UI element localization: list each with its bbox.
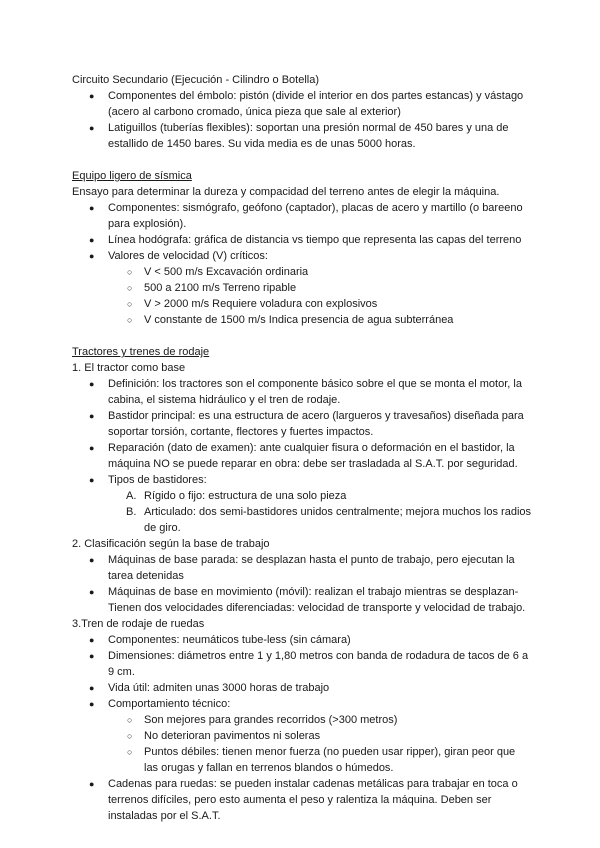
bullet-icon: ● xyxy=(89,443,95,453)
behaviour-sublist xyxy=(72,712,532,776)
bullet-icon: ● xyxy=(89,411,95,421)
bullet-icon: ● xyxy=(89,555,95,565)
velocity-sublist xyxy=(72,264,532,328)
clasificacion-list xyxy=(72,552,532,616)
list-item: ● Línea hodógrafa: gráfica de distancia vs tiempo que representa las capas del terreno xyxy=(89,234,522,246)
bastidor-types-list xyxy=(72,488,532,536)
list-item: ○ Son mejores para grandes recorridos (>300 metros) xyxy=(127,714,398,726)
circle-bullet-icon: ○ xyxy=(127,283,133,293)
document-page xyxy=(72,72,532,824)
bullet-icon: ● xyxy=(89,91,95,101)
list-item: ○ 500 a 2100 m/s Terreno ripable xyxy=(127,282,297,294)
bullet-icon: ● xyxy=(89,587,95,597)
list-item: ○ Puntos débiles: tienen menor fuerza (no pueden usar ripper), giran peor que las orugas y fallan en terrenos blandos o húmedos. xyxy=(127,746,516,774)
bullet-icon: ● xyxy=(89,203,95,213)
list-item: ● Valores de velocidad (V) críticos: xyxy=(89,250,268,262)
tractor-list xyxy=(72,376,532,488)
list-item: ● Máquinas de base parada: se desplazan hasta el punto de trabajo, pero ejecutan la tarea detenidas xyxy=(89,554,515,582)
circle-bullet-icon: ○ xyxy=(127,731,133,741)
bullet-icon: ● xyxy=(89,475,95,485)
list-item: ● Dimensiones: diámetros entre 1 y 1,80 metros con banda de rodadura de tacos de 6 a 9 cm. xyxy=(89,650,529,678)
list-item: ● Comportamiento técnico: xyxy=(89,698,231,710)
list-item: B. Articulado: dos semi-bastidores unidos centralmente; mejora muchos los radios de giro. xyxy=(126,506,532,534)
circle-bullet-icon: ○ xyxy=(127,715,133,725)
bullet-icon: ● xyxy=(89,635,95,645)
subsection-title-tractor-base: 1. El tractor como base xyxy=(72,362,186,374)
list-item: ● Componentes: neumáticos tube-less (sin cámara) xyxy=(89,634,351,646)
bullet-icon: ● xyxy=(89,251,95,261)
circle-bullet-icon: ○ xyxy=(127,267,133,277)
section-title-circuito-secundario: Circuito Secundario (Ejecución - Cilindro o Botella) xyxy=(72,74,320,86)
bullet-icon: ● xyxy=(89,379,95,389)
list-item: A. Rígido o fijo: estructura de una solo pieza xyxy=(126,490,347,502)
list-item: ○ V > 2000 m/s Requiere voladura con explosivos xyxy=(127,298,378,310)
circle-bullet-icon: ○ xyxy=(127,299,133,309)
list-item: ○ V < 500 m/s Excavación ordinaria xyxy=(127,266,309,278)
list-item: ● Definición: los tractores son el componente básico sobre el que se monta el motor, la cabina, el sistema hidráulico y el tren de rodaje. xyxy=(89,378,522,406)
list-item: ○ No deterioran pavimentos ni soleras xyxy=(127,730,321,742)
section-title-sismica: Equipo ligero de sísmica xyxy=(72,170,192,182)
circle-bullet-icon: ○ xyxy=(127,747,133,757)
sismica-intro: Ensayo para determinar la dureza y compacidad del terreno antes de elegir la máquina. xyxy=(72,186,500,198)
list-item: ● Componentes: sismógrafo, geófono (captador), placas de acero y martillo (o bareeno para explosión). xyxy=(89,202,523,230)
circuito-list xyxy=(72,88,532,152)
list-item: ● Componentes del émbolo: pistón (divide el interior en dos partes estancas) y vástago (acero al carbono cromado, única pieza que sale al exterior) xyxy=(89,90,524,118)
bullet-icon: ● xyxy=(89,683,95,693)
bullet-icon: ● xyxy=(89,235,95,245)
subsection-title-tren-ruedas: 3.Tren de rodaje de ruedas xyxy=(72,618,205,630)
list-item: ● Bastidor principal: es una estructura de acero (largueros y travesaños) diseñada para soportar torsión, cortante, flectores y fuertes impactos. xyxy=(89,410,524,438)
subsection-title-clasificacion: 2. Clasificación según la base de trabajo xyxy=(72,538,270,550)
section-title-tractores: Tractores y trenes de rodaje xyxy=(72,346,210,358)
bullet-icon: ● xyxy=(89,699,95,709)
list-item: ● Vida útil: admiten unas 3000 horas de trabajo xyxy=(89,682,330,694)
ruedas-list xyxy=(72,632,532,712)
list-item: ● Máquinas de base en movimiento (móvil): realizan el trabajo mientras se desplazan- Tienen dos velocidades diferenciadas: velocidad de transporte y velocidad de trabajo. xyxy=(89,586,526,614)
bullet-icon: ● xyxy=(89,123,95,133)
sismica-list xyxy=(72,200,532,264)
list-item: ● Reparación (dato de examen): ante cualquier fisura o deformación en el bastidor, la máquina NO se puede reparar en obra: debe ser trasladada al S.A.T. por seguridad. xyxy=(89,442,518,470)
bullet-icon: ● xyxy=(89,779,95,789)
bullet-icon: ● xyxy=(89,651,95,661)
circle-bullet-icon: ○ xyxy=(127,315,133,325)
list-item: ● Cadenas para ruedas: se pueden instalar cadenas metálicas para trabajar en toca o terrenos difíciles, pero esto aumenta el peso y ralentiza la máquina. Deben ser instaladas por el S.A.T. xyxy=(89,778,518,822)
chains-list xyxy=(72,776,532,824)
list-item: ○ V constante de 1500 m/s Indica presencia de agua subterránea xyxy=(127,314,454,326)
list-item: ● Latiguillos (tuberías flexibles): soportan una presión normal de 450 bares y una de estallido de 1450 bares. Su vida media es de unas 5000 horas. xyxy=(89,122,509,150)
list-item: ● Tipos de bastidores: xyxy=(89,474,207,486)
